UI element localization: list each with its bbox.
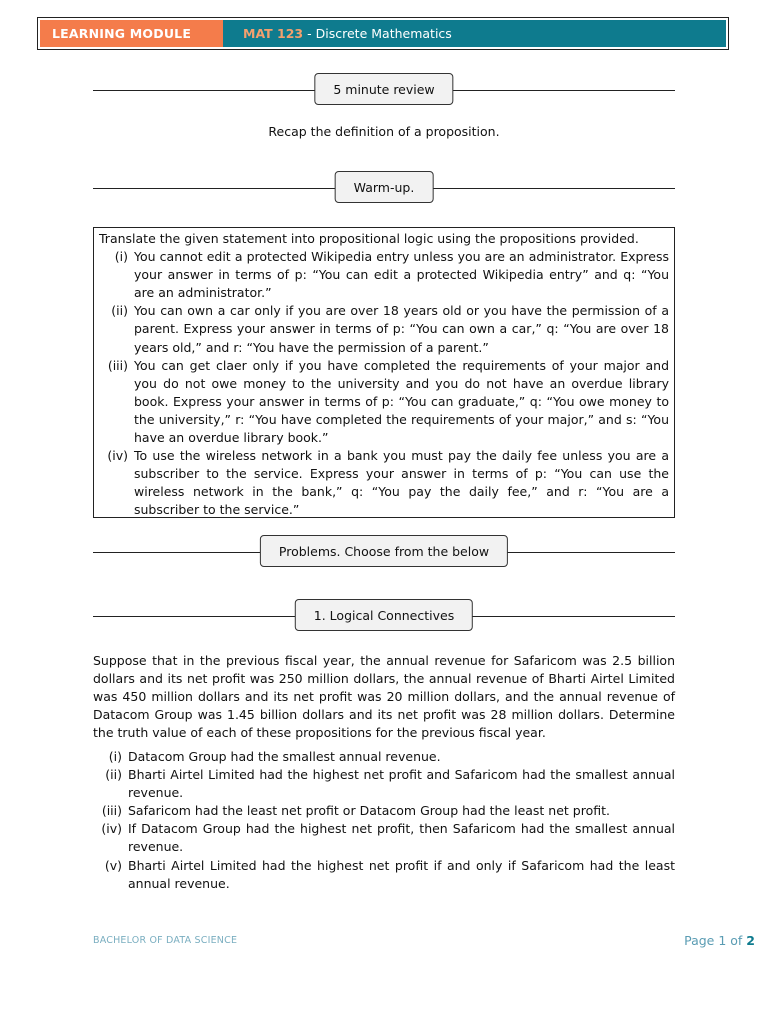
- logical-problem-text: Suppose that in the previous fiscal year, the annual revenue for Safaricom was 2.5 billion dollars and its net profit was 250 million dollars, the annual revenue of Bharti Airtel Limited was 450 million dollars and its net profit was 20 million dollars, and the annual revenue of Datacom Group was 1.45 billion dollars and its net profit was 28 million dollars. Determine the truth value of each of these propositions for the previous fiscal year.: [93, 653, 675, 741]
- warmup-intro: Translate the given statement into propositional logic using the propositions provided.: [99, 231, 639, 246]
- list-item: [93, 748, 675, 766]
- section-title-problems: Problems. Choose from the below: [260, 535, 508, 567]
- item-number: (i): [114, 249, 128, 265]
- list-item: [93, 766, 675, 802]
- list-item: [93, 820, 675, 856]
- item-number: (iii): [101, 803, 122, 819]
- item-number: (iii): [107, 357, 128, 373]
- item-text: Bharti Airtel Limited had the highest net profit and Safaricom had the smallest annual revenue.: [128, 767, 675, 801]
- review-text: Recap the definition of a proposition.: [268, 124, 500, 139]
- module-header: [37, 17, 729, 50]
- section-review: [93, 73, 675, 107]
- item-number: (iv): [101, 821, 122, 837]
- section-warmup: [93, 171, 675, 205]
- item-text: Bharti Airtel Limited had the highest net profit if and only if Safaricom had the least annual revenue.: [128, 857, 675, 891]
- list-item: [99, 447, 669, 519]
- page-number-total: 2: [746, 933, 755, 948]
- course-separator: -: [307, 26, 312, 41]
- item-number: (ii): [111, 303, 128, 319]
- item-number: (i): [108, 749, 122, 764]
- course-title: [223, 20, 726, 47]
- section-title-review: 5 minute review: [314, 73, 453, 105]
- item-number: (ii): [105, 767, 122, 783]
- list-item: [93, 857, 675, 893]
- section-problems: [93, 535, 675, 569]
- item-text: You can get claer only if you have completed the requirements of your major and you do not owe money to the university and you do not have an overdue library book. Express your answer in terms of p: “You can graduate,” q: “You owe money to the university,” r: “You have completed the requirements of your major,” and s: “You have an overdue library book.”: [134, 357, 669, 446]
- warmup-problem-box: [93, 227, 675, 518]
- list-item: [99, 357, 669, 447]
- item-text: If Datacom Group had the highest net profit, then Safaricom had the smallest annual revenue.: [128, 821, 675, 855]
- page-number-prefix: Page 1 of: [684, 933, 743, 948]
- item-number: (v): [104, 857, 122, 873]
- course-name: Discrete Mathematics: [315, 26, 452, 41]
- item-text: Safaricom had the least net profit or Datacom Group had the least net profit.: [128, 803, 610, 819]
- section-logical-connectives: [93, 599, 675, 633]
- logical-propositions-list: [93, 748, 675, 893]
- footer-program: BACHELOR OF DATA SCIENCE: [93, 935, 238, 946]
- page-number: [684, 933, 755, 948]
- item-text: You can own a car only if you are over 18 years old or you have the permission of a parent. Express your answer in terms of p: “You can own a car,” q: “You are over 18 years old,” and r: “You have the permission of a parent.”: [134, 303, 669, 355]
- list-item: [99, 302, 669, 356]
- item-text: Datacom Group had the smallest annual revenue.: [128, 749, 441, 764]
- module-label: LEARNING MODULE: [40, 20, 223, 47]
- list-item: [93, 802, 675, 820]
- item-text: To use the wireless network in a bank you must pay the daily fee unless you are a subscriber to the service. Express your answer in terms of p: “You can use the wireless network in the bank,” q: “You pay the daily fee,” and r: “You are a subscriber to the service.”: [134, 448, 669, 518]
- item-text: You cannot edit a protected Wikipedia entry unless you are an administrator. Express your answer in terms of p: “You can edit a protected Wikipedia entry” and q: “You are an administrator.”: [134, 249, 669, 301]
- section-title-warmup: Warm-up.: [335, 171, 434, 203]
- item-number: (iv): [107, 448, 128, 464]
- section-title-logical: 1. Logical Connectives: [295, 599, 473, 631]
- course-code: MAT 123: [243, 26, 304, 41]
- list-item: [99, 248, 669, 302]
